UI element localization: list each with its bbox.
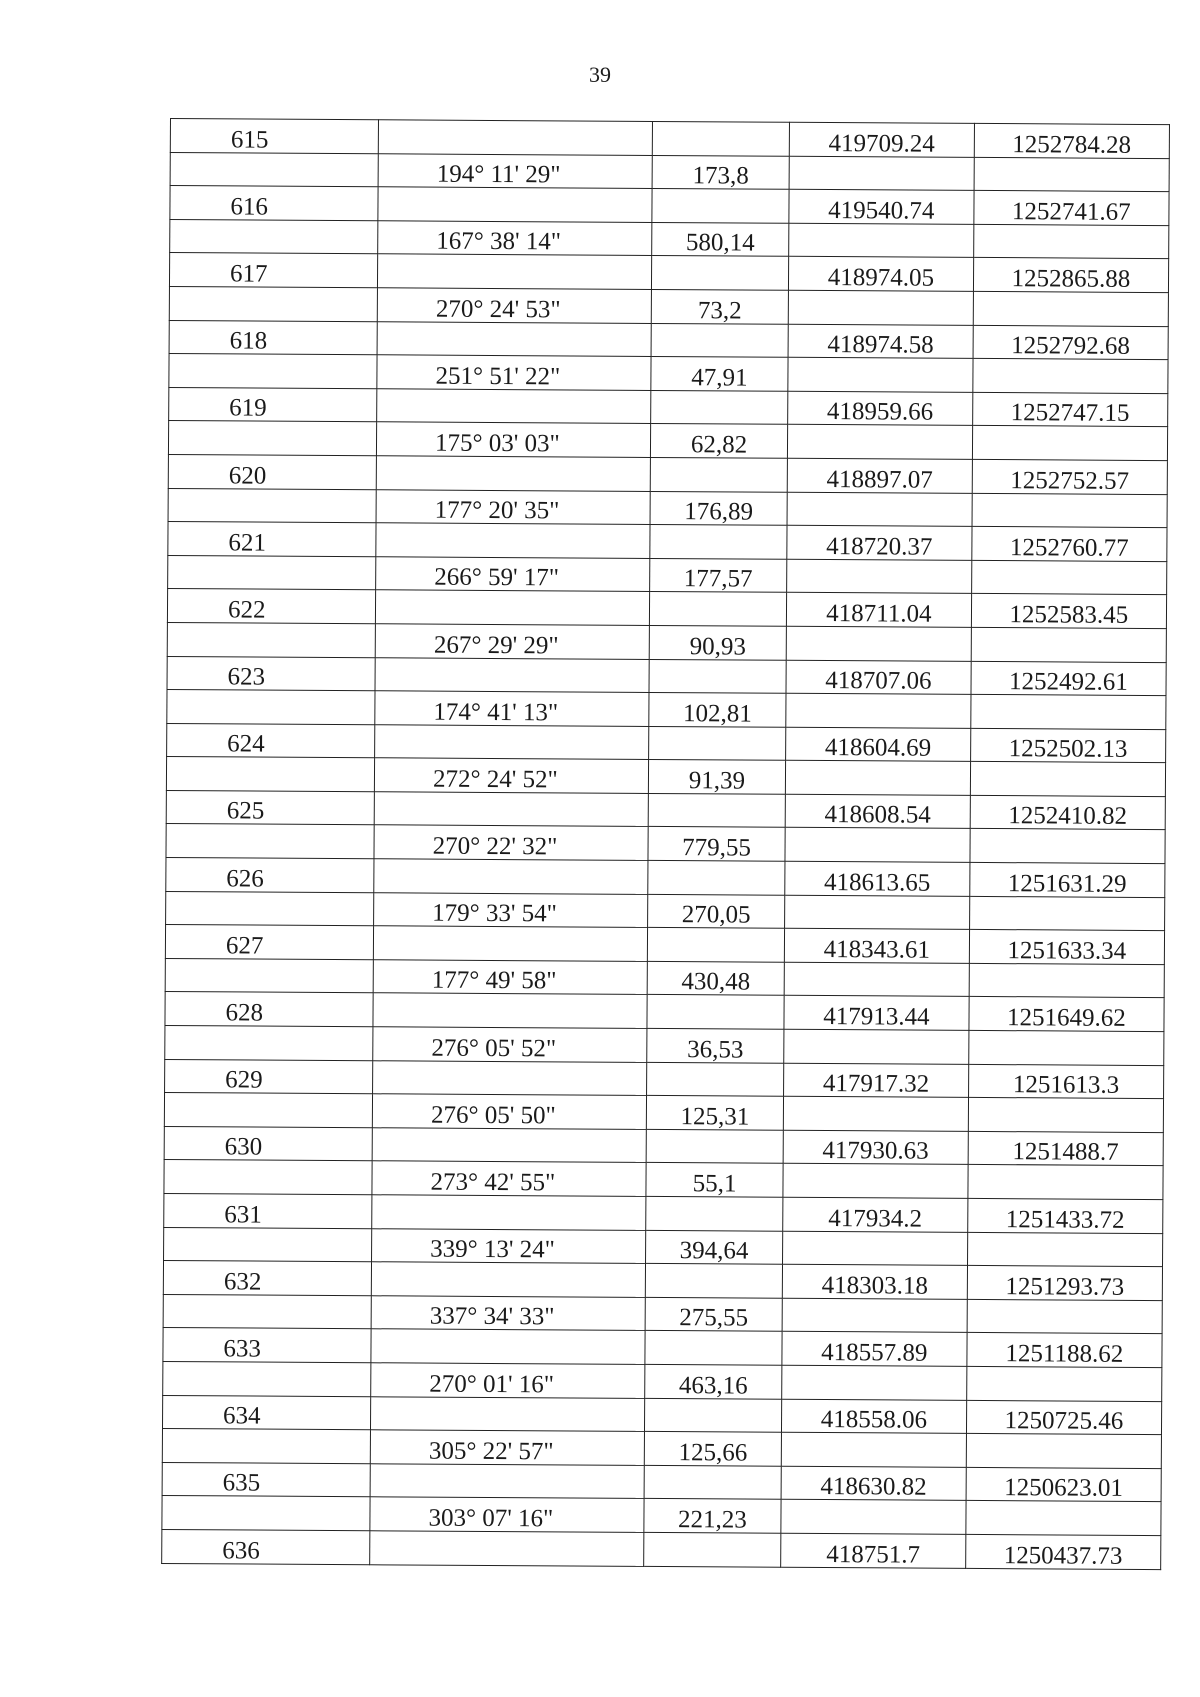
segment-length-cell: 90,93 — [649, 625, 786, 659]
y-coordinate-cell — [974, 157, 1169, 192]
point-number-cell: 630 — [164, 1126, 372, 1161]
direction-angle-cell — [374, 792, 648, 827]
point-number-cell: 632 — [163, 1261, 371, 1296]
direction-angle-cell — [371, 1262, 645, 1297]
x-coordinate-cell — [782, 1231, 967, 1266]
point-row — [162, 1529, 1161, 1569]
segment-length-cell — [645, 1331, 782, 1365]
segment-length-cell — [652, 121, 789, 155]
x-coordinate-cell: 418711.04 — [786, 593, 971, 628]
point-number-cell: 631 — [164, 1193, 372, 1228]
direction-angle-cell: 276° 05' 50" — [372, 1094, 646, 1129]
segment-length-cell — [652, 256, 789, 290]
x-coordinate-cell: 418897.07 — [787, 458, 972, 493]
direction-angle-cell: 272° 24' 52" — [374, 758, 648, 793]
direction-angle-cell: 276° 05' 52" — [373, 1027, 647, 1062]
y-coordinate-cell: 1251649.62 — [969, 997, 1164, 1032]
direction-angle-cell: 266° 59' 17" — [376, 556, 650, 591]
x-coordinate-cell: 418707.06 — [786, 660, 971, 695]
x-coordinate-cell — [782, 1365, 967, 1400]
x-coordinate-cell — [783, 1164, 968, 1199]
segment-length-cell: 176,89 — [650, 491, 787, 525]
point-number-cell — [162, 1496, 370, 1531]
x-coordinate-cell: 418959.66 — [788, 391, 973, 426]
x-coordinate-cell: 418974.05 — [788, 257, 973, 292]
point-number-cell: 634 — [162, 1395, 370, 1430]
y-coordinate-cell — [973, 291, 1168, 326]
direction-angle-cell: 177° 49' 58" — [373, 960, 647, 995]
point-number-cell — [164, 1093, 372, 1128]
y-coordinate-cell — [969, 896, 1164, 931]
point-number-cell — [170, 152, 378, 187]
direction-angle-cell: 270° 01' 16" — [371, 1363, 645, 1398]
point-number-cell: 618 — [169, 320, 377, 355]
y-coordinate-cell — [969, 1030, 1164, 1065]
direction-angle-cell: 177° 20' 35" — [376, 489, 650, 524]
point-number-cell — [162, 1429, 370, 1464]
y-coordinate-cell: 1252583.45 — [971, 594, 1166, 629]
point-number-cell: 633 — [163, 1328, 371, 1363]
y-coordinate-cell — [971, 627, 1166, 662]
direction-angle-cell — [375, 590, 649, 625]
segment-length-cell: 55,1 — [646, 1163, 783, 1197]
segment-length-cell: 580,14 — [652, 222, 789, 256]
segment-length-cell — [647, 928, 784, 962]
direction-angle-cell: 270° 24' 53" — [377, 288, 651, 323]
direction-angle-cell — [373, 1060, 647, 1095]
direction-angle-cell — [378, 120, 652, 155]
point-number-cell — [168, 421, 376, 456]
x-coordinate-cell: 417934.2 — [783, 1197, 968, 1232]
x-coordinate-cell — [781, 1500, 966, 1535]
point-number-cell: 616 — [170, 186, 378, 221]
direction-angle-cell — [373, 993, 647, 1028]
y-coordinate-cell — [973, 359, 1168, 394]
y-coordinate-cell — [966, 1501, 1161, 1536]
direction-angle-cell — [378, 254, 652, 289]
segment-length-cell: 270,05 — [648, 894, 785, 928]
direction-angle-cell: 174° 41' 13" — [375, 691, 649, 726]
y-coordinate-cell: 1252784.28 — [974, 123, 1169, 158]
x-coordinate-cell: 419540.74 — [789, 189, 974, 224]
segment-length-cell — [650, 525, 787, 559]
direction-angle-cell — [376, 523, 650, 558]
coordinates-table-body — [162, 119, 1170, 1570]
direction-angle-cell — [372, 1195, 646, 1230]
point-number-cell — [169, 354, 377, 389]
x-coordinate-cell — [785, 895, 970, 930]
y-coordinate-cell: 1250725.46 — [966, 1400, 1161, 1435]
point-number-cell — [165, 958, 373, 993]
x-coordinate-cell — [784, 962, 969, 997]
point-number-cell — [168, 488, 376, 523]
segment-length-cell: 177,57 — [650, 558, 787, 592]
direction-angle-cell — [374, 859, 648, 894]
y-coordinate-cell: 1252760.77 — [972, 527, 1167, 562]
segment-length-cell: 779,55 — [648, 827, 785, 861]
direction-angle-cell — [371, 1329, 645, 1364]
segment-length-cell: 275,55 — [645, 1297, 782, 1331]
x-coordinate-cell — [783, 1096, 968, 1131]
y-coordinate-cell — [970, 762, 1165, 797]
y-coordinate-cell — [967, 1299, 1162, 1334]
x-coordinate-cell — [788, 357, 973, 392]
x-coordinate-cell: 418303.18 — [782, 1264, 967, 1299]
point-number-cell: 628 — [165, 992, 373, 1027]
segment-length-cell — [645, 1398, 782, 1432]
x-coordinate-cell — [789, 223, 974, 258]
direction-angle-cell: 194° 11' 29" — [378, 153, 652, 188]
y-coordinate-cell: 1252747.15 — [972, 392, 1167, 427]
point-number-cell — [163, 1294, 371, 1329]
segment-length-cell — [644, 1532, 781, 1566]
segment-length-cell — [652, 189, 789, 223]
x-coordinate-cell — [787, 425, 972, 460]
point-number-cell: 623 — [167, 656, 375, 691]
x-coordinate-cell: 418613.65 — [785, 861, 970, 896]
y-coordinate-cell: 1251633.34 — [969, 930, 1164, 965]
y-coordinate-cell: 1252741.67 — [974, 191, 1169, 226]
y-coordinate-cell — [973, 224, 1168, 259]
direction-angle-cell: 167° 38' 14" — [378, 221, 652, 256]
segment-length-cell: 173,8 — [652, 155, 789, 189]
y-coordinate-cell — [968, 1165, 1163, 1200]
direction-angle-cell: 270° 22' 32" — [374, 825, 648, 860]
point-number-cell: 624 — [167, 723, 375, 758]
point-number-cell — [170, 219, 378, 254]
y-coordinate-cell — [971, 560, 1166, 595]
segment-length-cell — [651, 390, 788, 424]
x-coordinate-cell — [784, 1029, 969, 1064]
direction-angle-cell: 339° 13' 24" — [372, 1228, 646, 1263]
segment-length-cell: 125,31 — [646, 1096, 783, 1130]
direction-angle-cell: 267° 29' 29" — [375, 624, 649, 659]
direction-angle-cell: 303° 07' 16" — [370, 1497, 644, 1532]
segment-length-cell — [646, 1196, 783, 1230]
segment-length-cell — [647, 1062, 784, 1096]
y-coordinate-cell: 1252865.88 — [973, 258, 1168, 293]
segment-length-cell: 73,2 — [651, 289, 788, 323]
segment-length-cell — [651, 323, 788, 357]
segment-length-cell — [649, 726, 786, 760]
segment-length-cell: 47,91 — [651, 357, 788, 391]
direction-angle-cell: 179° 33' 54" — [374, 892, 648, 927]
point-number-cell — [169, 286, 377, 321]
segment-length-cell: 62,82 — [650, 424, 787, 458]
direction-angle-cell: 251° 51' 22" — [377, 355, 651, 390]
y-coordinate-cell — [966, 1434, 1161, 1469]
point-number-cell: 615 — [170, 119, 378, 154]
y-coordinate-cell: 1251293.73 — [967, 1266, 1162, 1301]
y-coordinate-cell — [972, 493, 1167, 528]
direction-angle-cell — [373, 926, 647, 961]
x-coordinate-cell — [785, 761, 970, 796]
x-coordinate-cell: 418720.37 — [787, 525, 972, 560]
y-coordinate-cell — [972, 426, 1167, 461]
segment-length-cell — [648, 793, 785, 827]
direction-angle-cell — [378, 187, 652, 222]
segment-length-cell: 430,48 — [647, 961, 784, 995]
direction-angle-cell — [371, 1396, 645, 1431]
y-coordinate-cell: 1252492.61 — [971, 661, 1166, 696]
segment-length-cell: 221,23 — [644, 1499, 781, 1533]
point-number-cell — [166, 891, 374, 926]
segment-length-cell — [650, 457, 787, 491]
point-number-cell — [164, 1227, 372, 1262]
direction-angle-cell — [375, 657, 649, 692]
y-coordinate-cell: 1252792.68 — [973, 325, 1168, 360]
x-coordinate-cell: 418558.06 — [781, 1399, 966, 1434]
x-coordinate-cell — [782, 1298, 967, 1333]
point-number-cell: 622 — [167, 589, 375, 624]
x-coordinate-cell: 418343.61 — [784, 929, 969, 964]
y-coordinate-cell — [971, 694, 1166, 729]
x-coordinate-cell: 418630.82 — [781, 1466, 966, 1501]
x-coordinate-cell — [787, 559, 972, 594]
x-coordinate-cell: 417930.63 — [783, 1130, 968, 1165]
y-coordinate-cell — [968, 1098, 1163, 1133]
segment-length-cell — [647, 995, 784, 1029]
y-coordinate-cell: 1252752.57 — [972, 459, 1167, 494]
segment-length-cell — [644, 1465, 781, 1499]
point-number-cell: 621 — [168, 522, 376, 557]
point-number-cell — [164, 1160, 372, 1195]
point-number-cell: 626 — [166, 858, 374, 893]
x-coordinate-cell — [787, 492, 972, 527]
x-coordinate-cell: 418557.89 — [782, 1332, 967, 1367]
segment-length-cell: 125,66 — [644, 1432, 781, 1466]
direction-angle-cell — [377, 389, 651, 424]
segment-length-cell: 394,64 — [646, 1230, 783, 1264]
x-coordinate-cell — [786, 626, 971, 661]
point-number-cell: 629 — [165, 1059, 373, 1094]
point-number-cell — [165, 1026, 373, 1061]
y-coordinate-cell: 1251488.7 — [968, 1131, 1163, 1166]
segment-length-cell — [648, 860, 785, 894]
y-coordinate-cell — [966, 1366, 1161, 1401]
direction-angle-cell — [370, 1531, 644, 1566]
segment-length-cell — [646, 1129, 783, 1163]
y-coordinate-cell: 1250623.01 — [966, 1467, 1161, 1502]
x-coordinate-cell — [785, 828, 970, 863]
direction-angle-cell: 175° 03' 03" — [377, 422, 651, 457]
y-coordinate-cell — [970, 829, 1165, 864]
y-coordinate-cell: 1252410.82 — [970, 795, 1165, 830]
segment-length-cell: 91,39 — [648, 760, 785, 794]
point-number-cell: 617 — [169, 253, 377, 288]
point-number-cell: 620 — [168, 454, 376, 489]
y-coordinate-cell: 1251613.3 — [968, 1064, 1163, 1099]
point-number-cell: 619 — [169, 387, 377, 422]
x-coordinate-cell: 417917.32 — [784, 1063, 969, 1098]
direction-angle-cell — [372, 1128, 646, 1163]
point-number-cell — [168, 555, 376, 590]
point-number-cell — [163, 1361, 371, 1396]
direction-angle-cell: 305° 22' 57" — [370, 1430, 644, 1465]
x-coordinate-cell — [788, 290, 973, 325]
page-number: 39 — [589, 62, 611, 87]
y-coordinate-cell: 1252502.13 — [970, 728, 1165, 763]
y-coordinate-cell — [969, 963, 1164, 998]
y-coordinate-cell — [967, 1232, 1162, 1267]
segment-length-cell: 36,53 — [647, 1028, 784, 1062]
x-coordinate-cell: 418751.7 — [781, 1533, 966, 1568]
x-coordinate-cell: 418604.69 — [786, 727, 971, 762]
segment-length-cell — [649, 659, 786, 693]
point-number-cell — [166, 757, 374, 792]
y-coordinate-cell: 1251433.72 — [967, 1198, 1162, 1233]
direction-angle-cell — [376, 456, 650, 491]
point-number-cell — [167, 690, 375, 725]
x-coordinate-cell — [781, 1432, 966, 1467]
x-coordinate-cell: 417913.44 — [784, 996, 969, 1031]
direction-angle-cell — [370, 1463, 644, 1498]
segment-length-cell — [649, 592, 786, 626]
point-number-cell — [167, 622, 375, 657]
direction-angle-cell: 273° 42' 55" — [372, 1161, 646, 1196]
direction-angle-cell: 337° 34' 33" — [371, 1296, 645, 1331]
direction-angle-cell — [375, 724, 649, 759]
point-number-cell: 625 — [166, 790, 374, 825]
segment-length-cell — [645, 1264, 782, 1298]
x-coordinate-cell: 418974.58 — [788, 324, 973, 359]
coordinates-table — [161, 118, 1170, 1570]
point-number-cell: 627 — [165, 925, 373, 960]
y-coordinate-cell: 1251631.29 — [970, 862, 1165, 897]
segment-length-cell: 102,81 — [649, 693, 786, 727]
point-number-cell: 636 — [162, 1529, 370, 1564]
y-coordinate-cell: 1251188.62 — [967, 1333, 1162, 1368]
x-coordinate-cell: 419709.24 — [789, 122, 974, 157]
point-number-cell — [166, 824, 374, 859]
x-coordinate-cell — [789, 156, 974, 191]
x-coordinate-cell — [786, 693, 971, 728]
direction-angle-cell — [377, 321, 651, 356]
x-coordinate-cell: 418608.54 — [785, 794, 970, 829]
y-coordinate-cell: 1250437.73 — [965, 1534, 1160, 1569]
segment-length-cell: 463,16 — [645, 1364, 782, 1398]
point-number-cell: 635 — [162, 1462, 370, 1497]
